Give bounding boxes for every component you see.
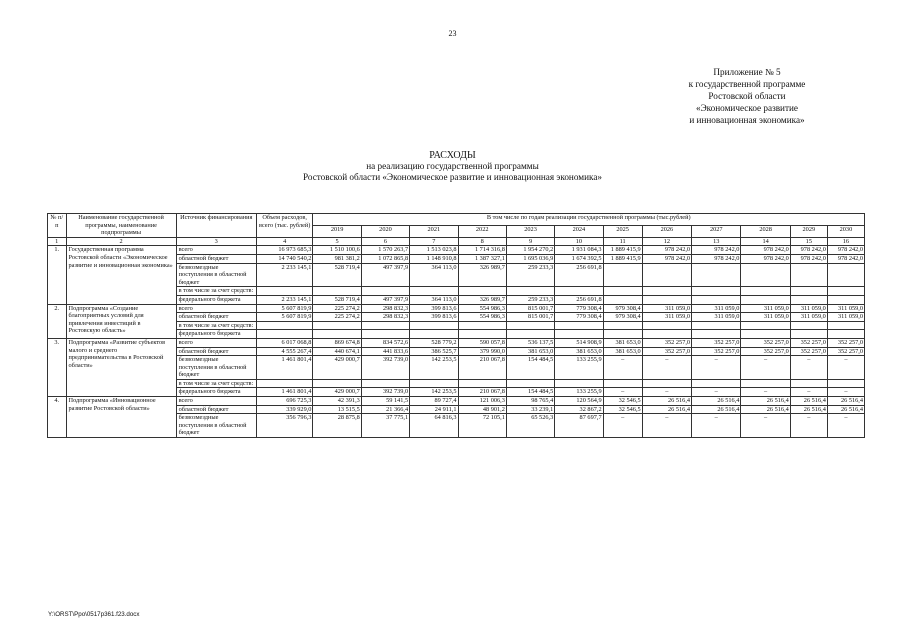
- column-number-cell: 13: [692, 237, 741, 246]
- header-year-cell: 2024: [555, 225, 603, 237]
- year-value-cell: [827, 263, 864, 287]
- year-value-cell: 392 739,0: [361, 388, 409, 397]
- header-year-cell: 2025: [603, 225, 642, 237]
- year-value-cell: 26 516,4: [692, 397, 741, 406]
- year-value-cell: 1 889 415,9: [603, 246, 642, 255]
- year-value-cell: 528 719,4: [313, 295, 361, 304]
- header-year-cell: 2021: [410, 225, 458, 237]
- year-value-cell: 26 516,4: [827, 397, 864, 406]
- year-value-cell: 65 526,3: [506, 414, 554, 438]
- year-value-cell: [555, 287, 603, 296]
- year-value-cell: 311 059,0: [692, 313, 741, 322]
- year-value-cell: –: [603, 388, 642, 397]
- year-value-cell: 1 889 415,9: [603, 254, 642, 263]
- year-value-cell: 441 833,6: [361, 347, 409, 356]
- year-value-cell: 26 516,4: [827, 405, 864, 414]
- header-year-cell: 2027: [692, 225, 741, 237]
- column-number-cell: 16: [827, 237, 864, 246]
- year-value-cell: 210 067,8: [458, 388, 506, 397]
- year-value-cell: 26 516,4: [790, 397, 827, 406]
- year-value-cell: 26 516,4: [741, 405, 790, 414]
- year-value-cell: 326 989,7: [458, 295, 506, 304]
- column-number-cell: 5: [313, 237, 361, 246]
- year-value-cell: 978 242,0: [642, 246, 691, 255]
- header-years-group: В том числе по годам реализации государственной программы (тыс.рублей): [313, 214, 865, 226]
- header-year-cell: 2029: [790, 225, 827, 237]
- total-value-cell: [256, 379, 313, 388]
- year-value-cell: –: [827, 414, 864, 438]
- total-value-cell: 2 233 145,1: [256, 295, 313, 304]
- year-value-cell: 311 059,0: [790, 313, 827, 322]
- header-source: Источник финансирования: [176, 214, 256, 238]
- year-value-cell: 381 653,0: [506, 347, 554, 356]
- year-value-cell: 1 510 100,6: [313, 246, 361, 255]
- column-number-cell: 8: [458, 237, 506, 246]
- year-value-cell: 979 308,4: [603, 313, 642, 322]
- year-value-cell: 32 546,5: [603, 405, 642, 414]
- year-value-cell: 536 137,5: [506, 338, 554, 347]
- total-value-cell: 5 607 819,9: [256, 304, 313, 313]
- column-number-cell: 6: [361, 237, 409, 246]
- funding-source: всего: [176, 246, 256, 255]
- funding-source: безвозмездные поступления в областной бюджет: [176, 263, 256, 287]
- year-value-cell: 1 387 327,1: [458, 254, 506, 263]
- year-value-cell: [790, 295, 827, 304]
- year-value-cell: 399 813,6: [410, 304, 458, 313]
- appendix-line-3: Ростовской области: [708, 91, 786, 101]
- year-value-cell: 528 779,2: [410, 338, 458, 347]
- column-number-cell: 2: [66, 237, 176, 246]
- year-value-cell: 869 674,8: [313, 338, 361, 347]
- year-value-cell: 497 397,9: [361, 295, 409, 304]
- year-value-cell: [790, 321, 827, 330]
- funding-source: всего: [176, 338, 256, 347]
- column-number-cell: 15: [790, 237, 827, 246]
- year-value-cell: 326 989,7: [458, 263, 506, 287]
- year-value-cell: 48 901,2: [458, 405, 506, 414]
- year-value-cell: 26 516,4: [642, 405, 691, 414]
- year-value-cell: 514 908,9: [555, 338, 603, 347]
- year-value-cell: 26 516,4: [692, 405, 741, 414]
- year-value-cell: 259 233,3: [506, 295, 554, 304]
- year-value-cell: 259 233,3: [506, 263, 554, 287]
- year-value-cell: [827, 379, 864, 388]
- year-value-cell: [741, 330, 790, 339]
- year-value-cell: [692, 321, 741, 330]
- year-value-cell: 381 653,0: [603, 338, 642, 347]
- program-name: Государственная программа Ростовской области «Экономическое развитие и инновационная экономика»: [66, 246, 176, 304]
- year-value-cell: 379 990,0: [458, 347, 506, 356]
- year-value-cell: –: [603, 356, 642, 380]
- year-value-cell: 26 516,4: [790, 405, 827, 414]
- year-value-cell: 1 674 392,5: [555, 254, 603, 263]
- year-value-cell: [642, 379, 691, 388]
- title-line-1: РАСХОДЫ: [429, 150, 476, 161]
- header-year-cell: 2026: [642, 225, 691, 237]
- funding-source: безвозмездные поступления в областной бюджет: [176, 356, 256, 380]
- year-value-cell: –: [603, 414, 642, 438]
- year-value-cell: 978 242,0: [642, 254, 691, 263]
- table-row: [48, 246, 865, 255]
- year-value-cell: –: [642, 356, 691, 380]
- year-value-cell: 554 986,3: [458, 313, 506, 322]
- year-value-cell: 352 257,0: [827, 338, 864, 347]
- year-value-cell: [410, 287, 458, 296]
- table-body: [48, 246, 865, 438]
- program-name: Подпрограмма «Развитие субъектов малого и среднего предпринимательства в Ростовской области»: [66, 338, 176, 396]
- year-value-cell: [458, 287, 506, 296]
- year-value-cell: [827, 330, 864, 339]
- year-value-cell: –: [827, 388, 864, 397]
- year-value-cell: –: [642, 414, 691, 438]
- year-value-cell: 37 775,1: [361, 414, 409, 438]
- year-value-cell: 98 765,4: [506, 397, 554, 406]
- year-value-cell: –: [642, 388, 691, 397]
- funding-source: областной бюджет: [176, 347, 256, 356]
- year-value-cell: 779 308,4: [555, 304, 603, 313]
- header-year-cell: 2022: [458, 225, 506, 237]
- year-value-cell: 352 257,0: [692, 347, 741, 356]
- table-row: [48, 304, 865, 313]
- year-value-cell: 392 739,0: [361, 356, 409, 380]
- year-value-cell: 154 484,5: [506, 356, 554, 380]
- year-value-cell: [741, 287, 790, 296]
- year-value-cell: 1 954 270,2: [506, 246, 554, 255]
- year-value-cell: [603, 321, 642, 330]
- year-value-cell: 298 832,3: [361, 304, 409, 313]
- year-value-cell: 120 564,9: [555, 397, 603, 406]
- header-number: № п/п: [48, 214, 67, 238]
- year-value-cell: 981 381,2: [313, 254, 361, 263]
- year-value-cell: 554 986,3: [458, 304, 506, 313]
- year-value-cell: 26 516,4: [642, 397, 691, 406]
- year-value-cell: [790, 379, 827, 388]
- year-value-cell: 1 513 023,8: [410, 246, 458, 255]
- year-value-cell: 311 059,0: [692, 304, 741, 313]
- appendix-line-5: и инновационная экономика»: [689, 115, 805, 125]
- title-line-3: Ростовской области «Экономическое развитие и инновационная экономика»: [302, 172, 602, 182]
- file-path-footer: Y:\ORST\Ppo\0517p361.f23.docx: [48, 611, 140, 618]
- total-value-cell: 1 461 801,4: [256, 388, 313, 397]
- year-value-cell: 1 148 910,8: [410, 254, 458, 263]
- year-value-cell: 978 242,0: [741, 254, 790, 263]
- year-value-cell: 142 253,5: [410, 356, 458, 380]
- year-value-cell: 59 141,5: [361, 397, 409, 406]
- year-value-cell: 1 931 084,3: [555, 246, 603, 255]
- year-value-cell: [827, 321, 864, 330]
- year-value-cell: 364 113,0: [410, 295, 458, 304]
- year-value-cell: 89 727,4: [410, 397, 458, 406]
- year-value-cell: 72 105,1: [458, 414, 506, 438]
- year-value-cell: 33 239,1: [506, 405, 554, 414]
- year-value-cell: [506, 321, 554, 330]
- year-value-cell: –: [692, 388, 741, 397]
- year-value-cell: [458, 330, 506, 339]
- year-value-cell: –: [692, 356, 741, 380]
- year-value-cell: [555, 321, 603, 330]
- year-value-cell: 154 484,5: [506, 388, 554, 397]
- year-value-cell: 21 366,4: [361, 405, 409, 414]
- funding-source: федерального бюджета: [176, 388, 256, 397]
- year-value-cell: 352 257,0: [741, 347, 790, 356]
- year-value-cell: 815 001,7: [506, 313, 554, 322]
- year-value-cell: 311 059,0: [642, 313, 691, 322]
- total-value-cell: 5 607 819,9: [256, 313, 313, 322]
- program-name: Подпрограмма «Создание благоприятных условий для привлечения инвестиций в Ростовскую область»: [66, 304, 176, 338]
- year-value-cell: 28 875,8: [313, 414, 361, 438]
- year-value-cell: 779 308,4: [555, 313, 603, 322]
- year-value-cell: 311 059,0: [790, 304, 827, 313]
- year-value-cell: 1 072 865,8: [361, 254, 409, 263]
- year-value-cell: 311 059,0: [642, 304, 691, 313]
- column-number-cell: 10: [555, 237, 603, 246]
- table-row: [48, 338, 865, 347]
- total-value-cell: [256, 321, 313, 330]
- header-year-cell: 2023: [506, 225, 554, 237]
- year-value-cell: –: [692, 414, 741, 438]
- year-value-cell: 13 515,5: [313, 405, 361, 414]
- year-value-cell: [361, 330, 409, 339]
- year-value-cell: –: [790, 388, 827, 397]
- appendix-header: [647, 66, 847, 126]
- funding-source: федерального бюджета: [176, 330, 256, 339]
- year-value-cell: 352 257,0: [642, 347, 691, 356]
- year-value-cell: 26 516,4: [741, 397, 790, 406]
- program-name: Подпрограмма «Инновационное развитие Ростовской области»: [66, 397, 176, 438]
- column-number-cell: 7: [410, 237, 458, 246]
- year-value-cell: [790, 330, 827, 339]
- year-value-cell: –: [790, 414, 827, 438]
- year-value-cell: [827, 287, 864, 296]
- year-value-cell: [692, 330, 741, 339]
- funding-source: в том числе за счет средств:: [176, 321, 256, 330]
- year-value-cell: –: [741, 388, 790, 397]
- funding-source: областной бюджет: [176, 254, 256, 263]
- year-value-cell: 298 832,3: [361, 313, 409, 322]
- row-number: 4.: [48, 397, 67, 438]
- year-value-cell: [458, 379, 506, 388]
- header-year-cell: 2030: [827, 225, 864, 237]
- year-value-cell: –: [741, 356, 790, 380]
- row-number: 2.: [48, 304, 67, 338]
- header-year-cell: 2020: [361, 225, 409, 237]
- appendix-line-4: «Экономическое развитие: [696, 103, 798, 113]
- year-value-cell: 1 714 316,8: [458, 246, 506, 255]
- year-value-cell: 352 257,0: [642, 338, 691, 347]
- year-value-cell: [361, 287, 409, 296]
- page-number: 23: [448, 29, 457, 38]
- year-value-cell: [410, 321, 458, 330]
- year-value-cell: [642, 321, 691, 330]
- year-value-cell: 440 674,1: [313, 347, 361, 356]
- year-value-cell: 133 255,9: [555, 356, 603, 380]
- year-value-cell: 225 274,2: [313, 313, 361, 322]
- year-value-cell: 121 006,3: [458, 397, 506, 406]
- year-value-cell: 87 697,7: [555, 414, 603, 438]
- year-value-cell: 381 653,0: [555, 347, 603, 356]
- year-value-cell: [506, 379, 554, 388]
- year-value-cell: 311 059,0: [741, 304, 790, 313]
- year-value-cell: 352 257,0: [741, 338, 790, 347]
- year-value-cell: [741, 295, 790, 304]
- year-value-cell: 381 653,0: [603, 347, 642, 356]
- year-value-cell: [603, 263, 642, 287]
- year-value-cell: [313, 330, 361, 339]
- column-number-cell: 12: [642, 237, 691, 246]
- year-value-cell: [692, 379, 741, 388]
- funding-source: в том числе за счет средств:: [176, 287, 256, 296]
- total-value-cell: 696 725,3: [256, 397, 313, 406]
- year-value-cell: [313, 321, 361, 330]
- total-value-cell: 14 740 540,2: [256, 254, 313, 263]
- year-value-cell: [603, 379, 642, 388]
- funding-source: безвозмездные поступления в областной бюджет: [176, 414, 256, 438]
- year-value-cell: –: [827, 356, 864, 380]
- column-number-cell: 3: [176, 237, 256, 246]
- year-value-cell: [555, 330, 603, 339]
- total-value-cell: 356 796,3: [256, 414, 313, 438]
- year-value-cell: 311 059,0: [827, 304, 864, 313]
- total-value-cell: 6 017 068,8: [256, 338, 313, 347]
- year-value-cell: 978 242,0: [790, 246, 827, 255]
- year-value-cell: 978 242,0: [741, 246, 790, 255]
- year-value-cell: 210 067,8: [458, 356, 506, 380]
- row-number: 3.: [48, 338, 67, 396]
- year-value-cell: 528 719,4: [313, 263, 361, 287]
- year-value-cell: [506, 287, 554, 296]
- year-value-cell: 133 255,9: [555, 388, 603, 397]
- year-value-cell: –: [741, 414, 790, 438]
- year-value-cell: [642, 295, 691, 304]
- year-value-cell: 978 242,0: [827, 246, 864, 255]
- column-number-cell: 14: [741, 237, 790, 246]
- year-value-cell: 1 695 036,9: [506, 254, 554, 263]
- year-value-cell: 42 391,3: [313, 397, 361, 406]
- year-value-cell: [506, 330, 554, 339]
- total-value-cell: 2 233 145,1: [256, 263, 313, 287]
- year-value-cell: [313, 379, 361, 388]
- year-value-cell: [741, 379, 790, 388]
- title-line-2: на реализацию государственной программы: [366, 161, 539, 171]
- year-value-cell: 32 867,2: [555, 405, 603, 414]
- year-value-cell: 256 691,8: [555, 263, 603, 287]
- year-value-cell: [361, 379, 409, 388]
- year-value-cell: –: [790, 356, 827, 380]
- total-value-cell: 4 555 267,4: [256, 347, 313, 356]
- year-value-cell: 1 570 263,7: [361, 246, 409, 255]
- year-value-cell: 311 059,0: [827, 313, 864, 322]
- appendix-line-1: Приложение № 5: [713, 67, 781, 77]
- year-value-cell: [642, 330, 691, 339]
- year-value-cell: 352 257,0: [790, 347, 827, 356]
- funding-source: всего: [176, 304, 256, 313]
- funding-source: областной бюджет: [176, 405, 256, 414]
- column-numbers-row: [48, 237, 865, 246]
- year-value-cell: 64 816,3: [410, 414, 458, 438]
- year-value-cell: [642, 263, 691, 287]
- funding-source: всего: [176, 397, 256, 406]
- year-value-cell: 311 059,0: [741, 313, 790, 322]
- year-value-cell: [410, 379, 458, 388]
- year-value-cell: [790, 263, 827, 287]
- year-value-cell: 256 691,8: [555, 295, 603, 304]
- year-value-cell: [790, 287, 827, 296]
- year-value-cell: [827, 295, 864, 304]
- year-value-cell: 590 057,8: [458, 338, 506, 347]
- year-value-cell: 978 242,0: [692, 246, 741, 255]
- total-value-cell: [256, 330, 313, 339]
- year-value-cell: [692, 263, 741, 287]
- total-value-cell: 1 461 801,4: [256, 356, 313, 380]
- year-value-cell: 399 813,6: [410, 313, 458, 322]
- document-title: [0, 150, 905, 183]
- funding-source: в том числе за счет средств:: [176, 379, 256, 388]
- header-year-cell: 2028: [741, 225, 790, 237]
- year-value-cell: [603, 287, 642, 296]
- year-value-cell: [410, 330, 458, 339]
- year-value-cell: 815 001,7: [506, 304, 554, 313]
- total-value-cell: [256, 287, 313, 296]
- year-value-cell: 429 000,7: [313, 388, 361, 397]
- year-value-cell: [603, 330, 642, 339]
- column-number-cell: 9: [506, 237, 554, 246]
- year-value-cell: [555, 379, 603, 388]
- year-value-cell: 142 253,5: [410, 388, 458, 397]
- funding-source: областной бюджет: [176, 313, 256, 322]
- year-value-cell: 429 000,7: [313, 356, 361, 380]
- appendix-line-2: к государственной программе: [688, 79, 806, 89]
- header-total: Объем расходов, всего (тыс. рублей): [256, 214, 313, 238]
- year-value-cell: [458, 321, 506, 330]
- year-value-cell: [692, 287, 741, 296]
- year-value-cell: 978 242,0: [790, 254, 827, 263]
- year-value-cell: 497 397,9: [361, 263, 409, 287]
- year-value-cell: 978 242,0: [827, 254, 864, 263]
- year-value-cell: 352 257,0: [790, 338, 827, 347]
- year-value-cell: [692, 295, 741, 304]
- year-value-cell: 979 308,4: [603, 304, 642, 313]
- table-row: [48, 397, 865, 406]
- year-value-cell: 225 274,2: [313, 304, 361, 313]
- year-value-cell: [603, 295, 642, 304]
- column-number-cell: 4: [256, 237, 313, 246]
- row-number: 1.: [48, 246, 67, 304]
- year-value-cell: [313, 287, 361, 296]
- year-value-cell: 386 525,7: [410, 347, 458, 356]
- header-name: Наименование государственной программы, наименование подпрограммы: [66, 214, 176, 238]
- total-value-cell: 16 973 685,3: [256, 246, 313, 255]
- column-number-cell: 1: [48, 237, 67, 246]
- year-value-cell: 32 546,5: [603, 397, 642, 406]
- column-number-cell: 11: [603, 237, 642, 246]
- year-value-cell: 352 257,0: [692, 338, 741, 347]
- year-value-cell: [741, 321, 790, 330]
- year-value-cell: 834 572,6: [361, 338, 409, 347]
- header-year-cell: 2019: [313, 225, 361, 237]
- expenditure-table: [47, 213, 865, 438]
- year-value-cell: 352 257,0: [827, 347, 864, 356]
- year-value-cell: 364 113,0: [410, 263, 458, 287]
- total-value-cell: 339 929,0: [256, 405, 313, 414]
- funding-source: федерального бюджета: [176, 295, 256, 304]
- year-value-cell: [361, 321, 409, 330]
- year-value-cell: [642, 287, 691, 296]
- year-value-cell: 978 242,0: [692, 254, 741, 263]
- year-value-cell: 24 911,1: [410, 405, 458, 414]
- year-value-cell: [741, 263, 790, 287]
